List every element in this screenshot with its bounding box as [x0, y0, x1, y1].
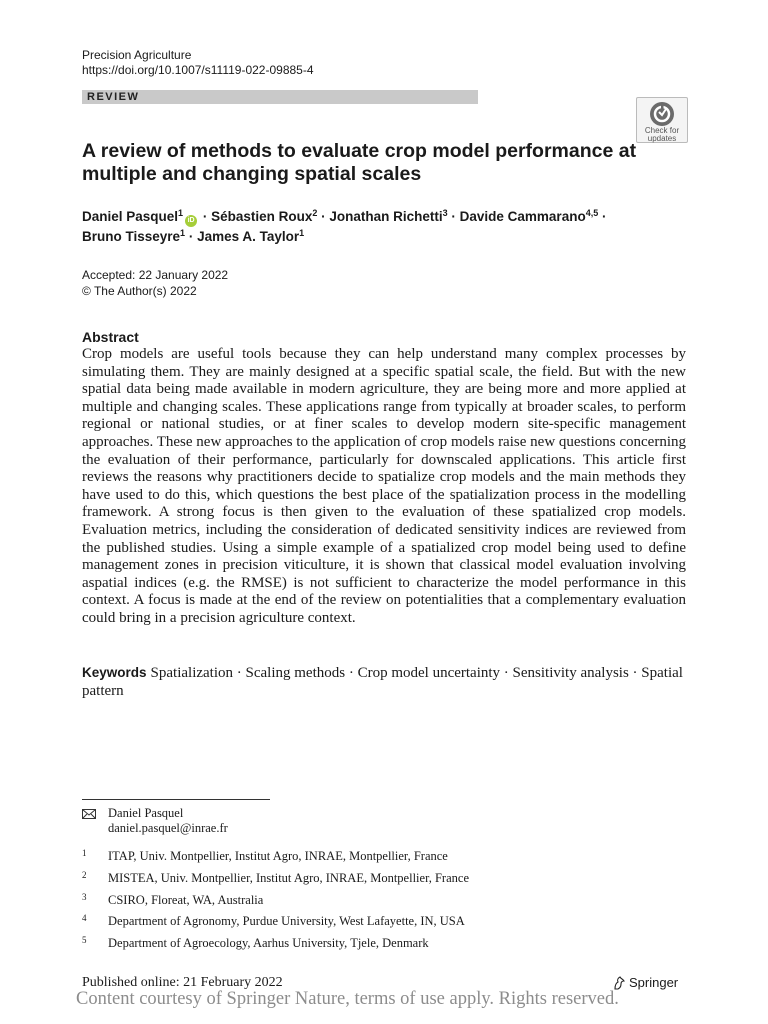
abstract-heading: Abstract: [82, 329, 139, 345]
author-separator: ·: [447, 209, 460, 224]
author-list: [82, 207, 682, 247]
abstract-text: Crop models are useful tools because they can help understand many complex processes by simulating them. They are mainly designed at a specific spatial scale, the field. But with the new spatial data being made available in modern agriculture, they are being more and more applied at multiple and changing scales. These applications range from typically at broader scales, to perform regional or national studies, or at finer scales to develop modern site-specific management approaches. These new approaches to the application of crop models raise new questions concerning the evaluation of their performance, particularly for downscaled applications. This article first reviews the reasons why practitioners decide to spatialize crop models and the main methods they have used to do this, which questions the best place of the spatialization process in the modelling framework. A strong focus is then given to the evaluation of these spatialized crop models. Evaluation metrics, including the consideration of dedicated sensitivity indices are reviewed from the published studies. Using a simple example of a spatialized crop model being used to define management zones in precision viticulture, it is shown that classical model evaluation involving aspatial indices (e.g. the RMSE) is not sufficient to characterize the model performance in this context. A focus is made at the end of the review on potentialities that a complementary evaluation could bring in a precision agriculture context.: [82, 346, 686, 626]
journal-name: Precision Agriculture: [82, 48, 192, 62]
author-separator: ·: [199, 209, 212, 224]
published-date: Published online: 21 February 2022: [82, 975, 283, 990]
badge-line2: updates: [647, 134, 677, 143]
author-affil: 4,5: [585, 208, 599, 218]
publisher-name: Springer: [629, 975, 679, 990]
affiliation-text: ITAP, Univ. Montpellier, Institut Agro, INRAE, Montpellier, France: [108, 849, 448, 863]
author-affil: 1: [299, 228, 305, 238]
publisher-logo: [612, 975, 678, 990]
keywords-section: [82, 664, 686, 700]
courtesy-notice: Content courtesy of Springer Nature, terms of use apply. Rights reserved.: [76, 989, 619, 1009]
author-affil: 3: [442, 208, 448, 218]
author-affil: 2: [312, 208, 318, 218]
article-dates: [82, 267, 228, 299]
doi-link[interactable]: https://doi.org/10.1007/s11119-022-09885-4: [82, 63, 314, 77]
author-affil: 1: [178, 208, 184, 218]
author-affil: 1: [180, 228, 186, 238]
author-name[interactable]: Sébastien Roux: [211, 209, 313, 224]
author-name[interactable]: Daniel Pasquel: [82, 209, 179, 224]
keywords-label: Keywords: [82, 665, 147, 680]
keywords-list: Spatialization · Scaling methods · Crop model uncertainty · Sensitivity analysis · Spatial pattern: [82, 665, 683, 699]
affiliation-text: MISTEA, Univ. Montpellier, Institut Agro, INRAE, Montpellier, France: [108, 871, 469, 885]
affiliation-text: Department of Agroecology, Aarhus University, Tjele, Denmark: [108, 936, 429, 950]
corresponding-author: Daniel Pasquel: [108, 806, 184, 820]
paper-title: A review of methods to evaluate crop model performance at multiple and changing spatial scales: [82, 140, 637, 185]
accepted-date: Accepted: 22 January 2022: [82, 268, 229, 282]
affiliation-text: CSIRO, Floreat, WA, Australia: [108, 893, 264, 907]
author-separator: ·: [317, 209, 330, 224]
affiliation-number: 1: [82, 848, 87, 858]
affiliation-number: 3: [82, 892, 87, 902]
journal-header: [82, 48, 314, 78]
author-name[interactable]: Jonathan Richetti: [329, 209, 443, 224]
affiliation-number: 5: [82, 935, 87, 945]
copyright-line: © The Author(s) 2022: [82, 284, 197, 298]
badge-line1: Check for: [644, 126, 680, 135]
check-for-updates-icon: [649, 101, 675, 127]
author-name[interactable]: Davide Cammarano: [459, 209, 586, 224]
author-name[interactable]: Bruno Tisseyre: [82, 229, 181, 244]
author-separator: ·: [185, 229, 198, 244]
author-separator: ·: [598, 209, 607, 224]
affiliation-text: Department of Agronomy, Purdue University, West Lafayette, IN, USA: [108, 914, 465, 928]
footnote-rule: [82, 799, 270, 800]
springer-horse-icon: [612, 976, 626, 990]
affiliation-number: 2: [82, 870, 87, 880]
section-label: REVIEW: [82, 90, 478, 104]
author-name[interactable]: James A. Taylor: [197, 229, 300, 244]
orcid-icon[interactable]: iD: [185, 215, 197, 227]
envelope-icon: [82, 809, 96, 819]
check-for-updates-badge[interactable]: [636, 97, 688, 143]
affiliation-number: 4: [82, 913, 87, 923]
corresponding-email[interactable]: daniel.pasquel@inrae.fr: [108, 821, 228, 835]
